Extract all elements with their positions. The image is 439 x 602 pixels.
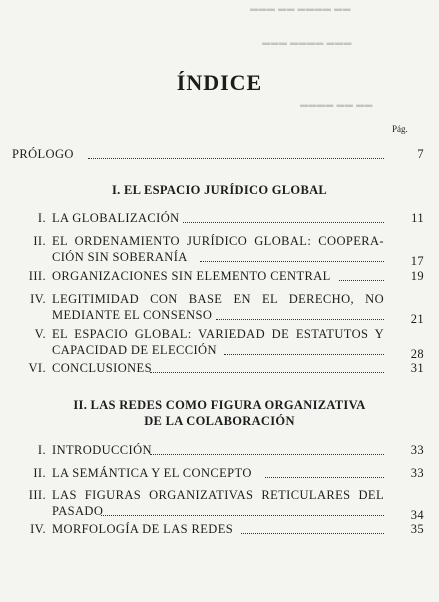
toc-entry-number: IV. <box>30 292 46 306</box>
leader-dots <box>265 466 384 478</box>
toc-entry-page: 31 <box>410 361 424 375</box>
toc-entry-page: 17 <box>410 254 424 268</box>
section-heading-line: DE LA COLABORACIÓN <box>144 414 295 428</box>
toc-entry-text: LA GLOBALIZACIÓN <box>52 211 180 225</box>
toc-entry-text: INTRODUCCIÓN <box>52 443 152 457</box>
leader-dots <box>339 269 384 281</box>
toc-entry-number: II. <box>33 466 46 480</box>
leader-dots <box>101 504 384 516</box>
toc-entry-text: MORFOLOGÍA DE LAS REDES <box>52 522 234 536</box>
toc-entry-page: 19 <box>410 269 424 283</box>
toc-entry-text: CAPACIDAD DE ELECCIÓN <box>52 343 217 357</box>
toc-entry-text: PASADO <box>52 504 104 518</box>
leader-dots <box>150 443 384 455</box>
bleed-through-text: ▬▬▬▬ ▬▬ ▬▬ <box>300 100 373 109</box>
toc-entry-text: EL ORDENAMIENTO JURÍDICO GLOBAL: COOPERA- <box>52 234 384 248</box>
toc-entry-number: VI. <box>28 361 46 375</box>
leader-dots <box>88 147 384 159</box>
leader-dots <box>200 250 384 262</box>
toc-entry-page: 28 <box>410 347 424 361</box>
toc-entry-text: CONCLUSIONES <box>52 361 152 375</box>
leader-dots <box>183 211 384 223</box>
leader-dots <box>150 361 384 373</box>
toc-entry-text: CIÓN SIN SOBERANÍA <box>52 250 188 264</box>
toc-entry-number: V. <box>34 327 46 341</box>
toc-entry-page: 33 <box>410 466 424 480</box>
toc-entry-text: LAS FIGURAS ORGANIZATIVAS RETICULARES DEL <box>52 488 384 502</box>
toc-entry-number: III. <box>28 269 46 283</box>
prologue-label: PRÓLOGO <box>12 147 74 161</box>
leader-dots <box>241 522 384 534</box>
prologue-page: 7 <box>417 147 424 161</box>
section-heading-line: II. LAS REDES COMO FIGURA ORGANIZATIVA <box>73 398 366 412</box>
toc-entry-text: ORGANIZACIONES SIN ELEMENTO CENTRAL <box>52 269 331 283</box>
section-heading <box>0 182 439 198</box>
toc-entry-page: 33 <box>410 443 424 457</box>
toc-entry-page: 35 <box>410 522 424 536</box>
leader-dots <box>216 308 384 320</box>
bleed-through-text: ▬▬▬ ▬▬ ▬▬▬▬ ▬▬ <box>250 4 351 13</box>
toc-entry-page: 34 <box>410 508 424 522</box>
toc-entry-number: I. <box>37 211 46 225</box>
toc-entry-page: 11 <box>411 211 424 225</box>
toc-entry-text: EL ESPACIO GLOBAL: VARIEDAD DE ESTATUTOS Y <box>52 327 384 341</box>
section-heading-line: I. EL ESPACIO JURÍDICO GLOBAL <box>111 183 328 197</box>
page-column-label: Pág. <box>392 124 408 134</box>
toc-entry-text: MEDIANTE EL CONSENSO <box>52 308 213 322</box>
toc-entry-text: LEGITIMIDAD CON BASE EN EL DERECHO, NO <box>52 292 384 306</box>
leader-dots <box>224 343 384 355</box>
section-heading <box>0 397 439 429</box>
toc-entry-number: I. <box>37 443 46 457</box>
toc-entry-number: II. <box>33 234 46 248</box>
page-title: ÍNDICE <box>176 70 263 95</box>
toc-entry-page: 21 <box>410 312 424 326</box>
bleed-through-text: ▬▬▬ ▬▬▬▬ ▬▬▬ <box>262 38 352 47</box>
toc-entry-number: III. <box>28 488 46 502</box>
toc-entry-text: LA SEMÁNTICA Y EL CONCEPTO <box>52 466 252 480</box>
toc-entry-number: IV. <box>30 522 46 536</box>
